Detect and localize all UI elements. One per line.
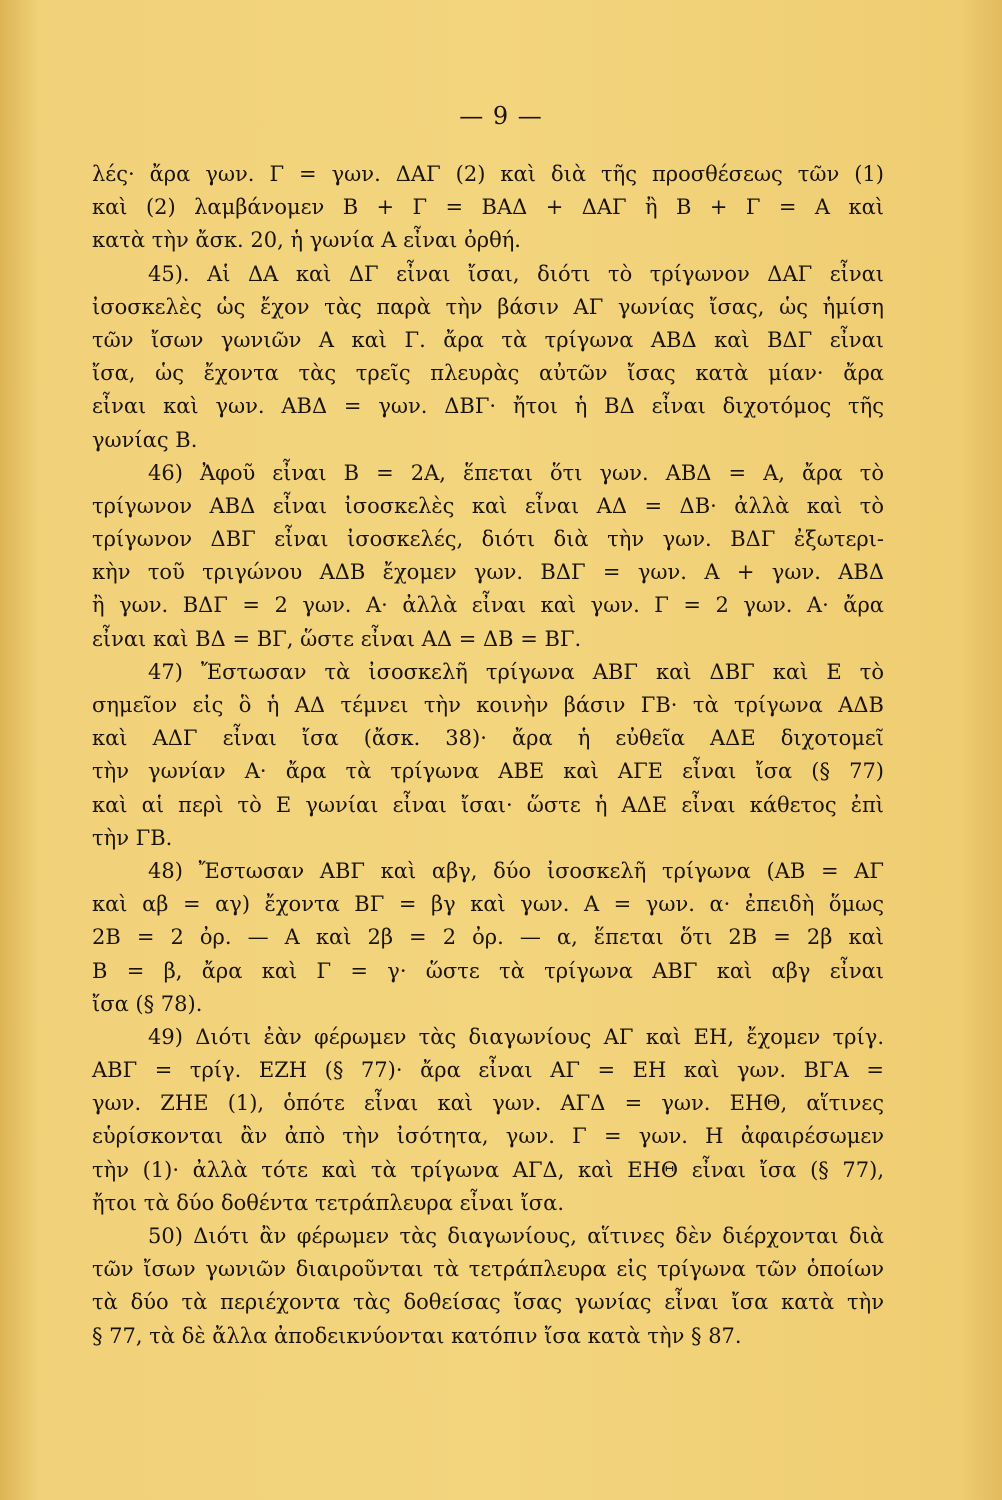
text-line: 47) Ἔστωσαν τὰ ἰσοσκελῆ τρίγωνα ΑΒΓ καὶ ΔΒΓ καὶ Ε τὸ: [148, 659, 884, 684]
text-line: § 77, τὰ δὲ ἄλλα ἀποδεικνύονται κατόπιν ἴσα κατὰ τὴν § 87.: [92, 1323, 742, 1348]
text-line: 50) Διότι ἂν φέρωμεν τὰς διαγωνίους, αἵτινες δὲν διέρχονται διὰ: [148, 1224, 884, 1248]
text-line: κατὰ τὴν ἄσκ. 20, ἡ γωνία Α εἶναι ὀρθή.: [92, 228, 521, 253]
text-line: ἤτοι τὰ δύο δοθέντα τετράπλευρα εἶναι ἴσα.: [92, 1190, 564, 1215]
text-line: καὶ αβ = αγ) ἔχοντα ΒΓ = βγ καὶ γων. Α = γων. α· ἐπειδὴ ὅμως: [92, 892, 884, 917]
text-line: τὴν γωνίαν Α· ἄρα τὰ τρίγωνα ΑΒΕ καὶ ΑΓΕ εἶναι ἴσα (§ 77): [92, 759, 884, 784]
text-line: σημεῖον εἰς ὃ ἡ ΑΔ τέμνει τὴν κοινὴν βάσιν ΓΒ· τὰ τρίγωνα ΑΔΒ: [92, 693, 884, 717]
text-line: ἴσα (§ 78).: [92, 991, 203, 1016]
text-line: 2Β = 2 ὀρ. — Α καὶ 2β = 2 ὀρ. — α, ἕπεται ὅτι 2Β = 2β καὶ: [92, 925, 884, 950]
text-line: τὰ δύο τὰ περιέχοντα τὰς δοθείσας ἴσας γωνίας εἶναι ἴσα κατὰ τὴν: [92, 1290, 884, 1315]
text-line: λές· ἄρα γων. Γ = γων. ΔΑΓ (2) καὶ διὰ τῆς προσθέσεως τῶν (1): [92, 162, 884, 186]
text-line: εἶναι καὶ ΒΔ = ΒΓ, ὥστε εἶναι ΑΔ = ΔΒ = ΒΓ.: [92, 626, 582, 651]
text-line: ΑΒΓ = τρίγ. ΕΖΗ (§ 77)· ἄρα εἶναι ΑΓ = ΕΗ καὶ γων. ΒΓΑ =: [92, 1058, 884, 1083]
text-line: καὶ αἱ περὶ τὸ Ε γωνίαι εἶναι ἴσαι· ὥστε ἡ ΑΔΕ εἶναι κάθετος ἐπὶ: [92, 792, 884, 817]
text-line: 46) Ἀφοῦ εἶναι Β = 2Α, ἕπεται ὅτι γων. ΑΒΔ = Α, ἄρα τὸ: [148, 460, 884, 485]
text-line: γωνίας Β.: [92, 427, 198, 452]
text-line: Β = β, ἄρα καὶ Γ = γ· ὥστε τὰ τρίγωνα ΑΒΓ καὶ αβγ εἶναι: [92, 958, 884, 983]
text-line: τὴν (1)· ἀλλὰ τότε καὶ τὰ τρίγωνα ΑΓΔ, καὶ ΕΗΘ εἶναι ἴσα (§ 77),: [92, 1157, 884, 1182]
page-text: [92, 158, 884, 1353]
text-line: καὶ (2) λαμβάνομεν Β + Γ = ΒΑΔ + ΔΑΓ ἢ Β + Γ = Α καὶ: [92, 195, 884, 220]
page-number: — 9 —: [459, 102, 543, 130]
text-line: 49) Διότι ἐὰν φέρωμεν τὰς διαγωνίους ΑΓ καὶ ΕΗ, ἔχομεν τρίγ.: [148, 1024, 884, 1049]
text-line: 45). Αἱ ΔΑ καὶ ΔΓ εἶναι ἴσαι, διότι τὸ τρίγωνον ΔΑΓ εἶναι: [148, 261, 884, 286]
text-line: εἶναι καὶ γων. ΑΒΔ = γων. ΔΒΓ· ἤτοι ἡ ΒΔ εἶναι διχοτόμος τῆς: [92, 394, 884, 419]
text-line: τρίγωνον ΑΒΔ εἶναι ἰσοσκελὲς καὶ εἶναι ΑΔ = ΔΒ· ἀλλὰ καὶ τὸ: [92, 493, 884, 518]
text-line: ἢ γων. ΒΔΓ = 2 γων. Α· ἀλλὰ εἶναι καὶ γων. Γ = 2 γων. Α· ἄρα: [92, 593, 884, 618]
text-line: κὴν τοῦ τριγώνου ΑΔΒ ἔχομεν γων. ΒΔΓ = γων. Α + γων. ΑΒΔ: [92, 560, 884, 585]
text-line: ἴσα, ὡς ἔχοντα τὰς τρεῖς πλευρὰς αὐτῶν ἴσας κατὰ μίαν· ἄρα: [92, 361, 884, 386]
text-line: καὶ ΑΔΓ εἶναι ἴσα (ἄσκ. 38)· ἄρα ἡ εὐθεῖα ΑΔΕ διχοτομεῖ: [92, 726, 884, 751]
text-line: 48) Ἔστωσαν ΑΒΓ καὶ αβγ, δύο ἰσοσκελῆ τρίγωνα (ΑΒ = ΑΓ: [148, 858, 884, 883]
text-line: τῶν ἴσων γωνιῶν διαιροῦνται τὰ τετράπλευρα εἰς τρίγωνα τῶν ὁποίων: [92, 1257, 884, 1282]
text-line: τὴν ΓΒ.: [92, 825, 173, 850]
text-line: εὑρίσκονται ἂν ἀπὸ τὴν ἰσότητα, γων. Γ = γων. Η ἀφαιρέσωμεν: [92, 1124, 884, 1149]
text-line: τῶν ἴσων γωνιῶν Α καὶ Γ. ἄρα τὰ τρίγωνα ΑΒΔ καὶ ΒΔΓ εἶναι: [92, 327, 884, 352]
text-line: γων. ΖΗΕ (1), ὁπότε εἶναι καὶ γων. ΑΓΔ = γων. ΕΗΘ, αἵτινες: [92, 1091, 884, 1116]
text-line: ἰσοσκελὲς ὡς ἔχον τὰς παρὰ τὴν βάσιν ΑΓ γωνίας ἴσας, ὡς ἡμίση: [92, 294, 884, 319]
text-line: τρίγωνον ΔΒΓ εἶναι ἰσοσκελές, διότι διὰ τὴν γων. ΒΔΓ ἐξωτερι-: [92, 527, 884, 552]
